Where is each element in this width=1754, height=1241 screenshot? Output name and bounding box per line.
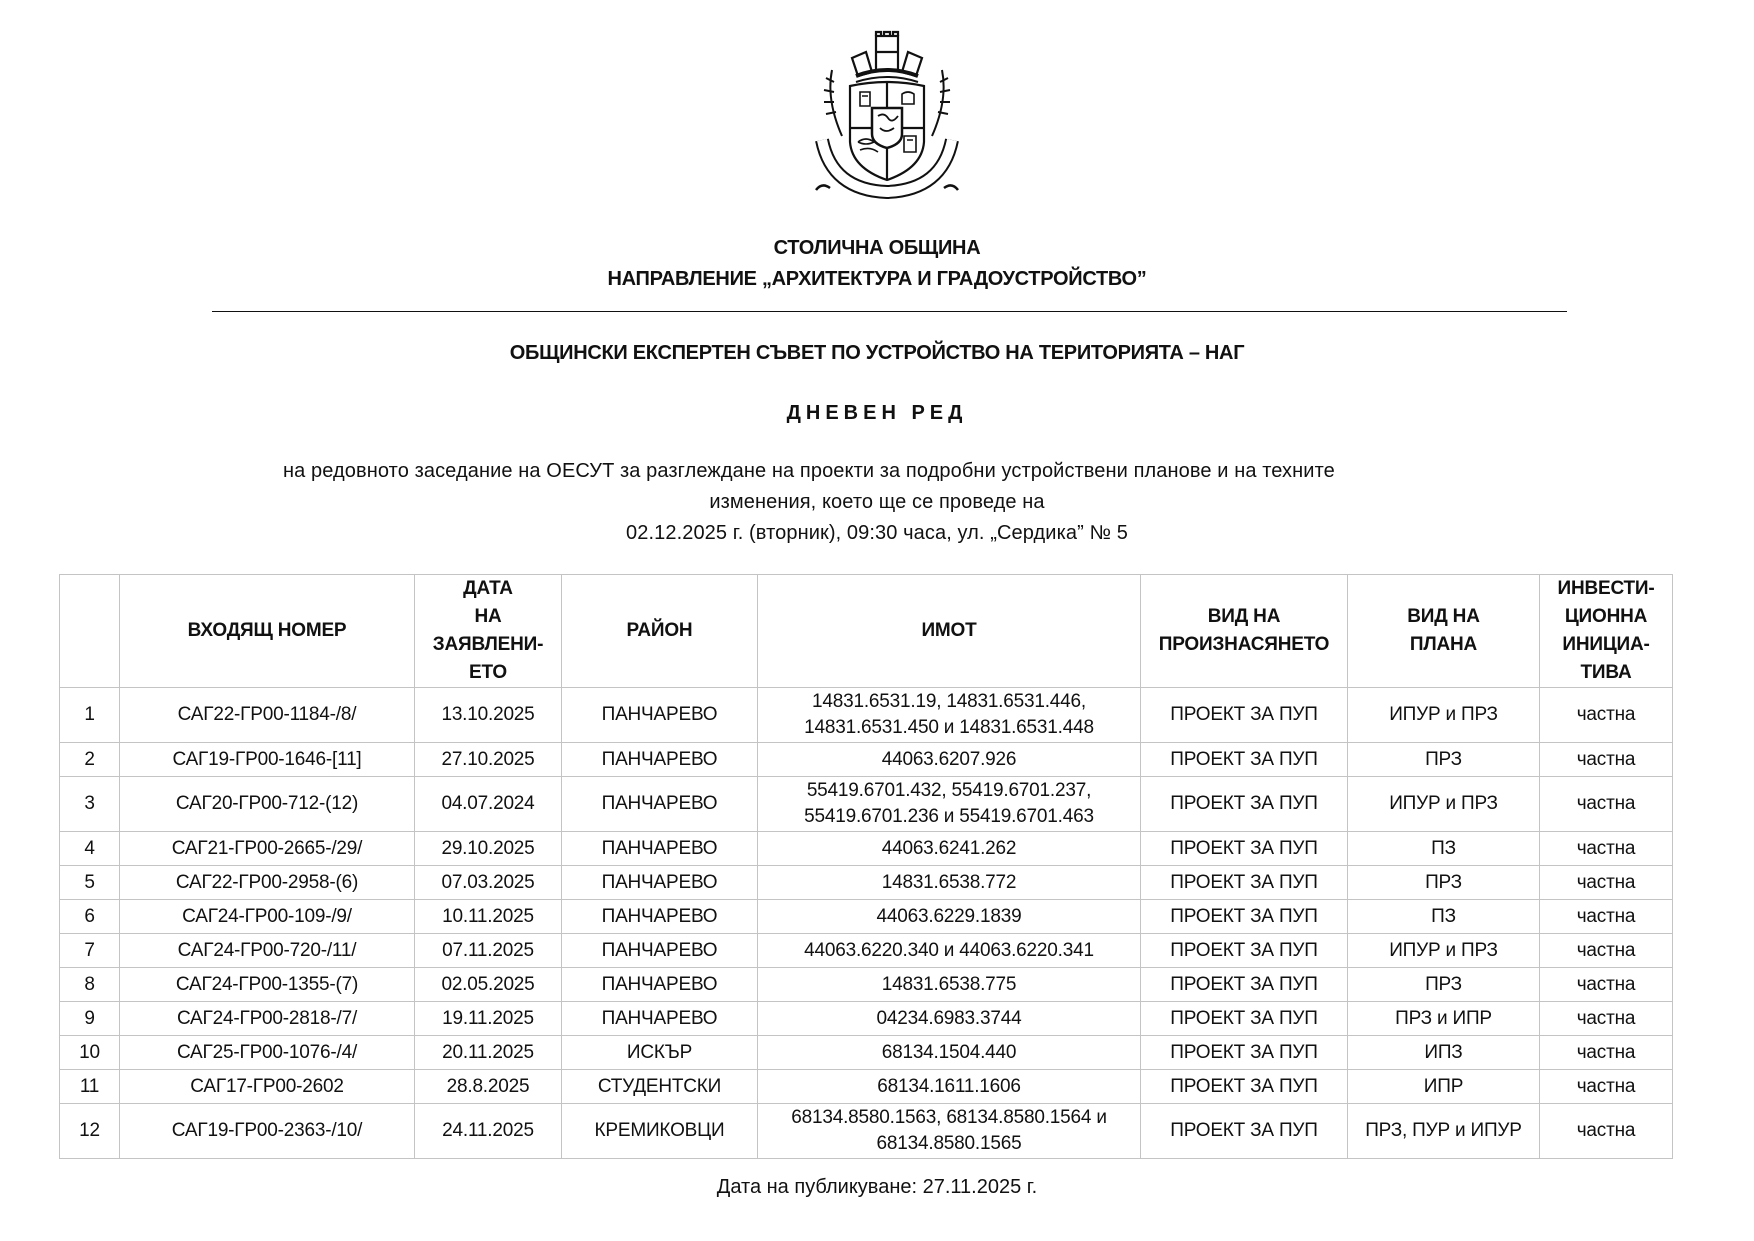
row-number: 3 <box>60 777 120 832</box>
investment-initiative-cell: частна <box>1540 777 1673 832</box>
incoming-number-cell: САГ19-ГР00-2363-/10/ <box>120 1104 415 1159</box>
property-cell: 55419.6701.432, 55419.6701.237, 55419.6701.236 и 55419.6701.463 <box>758 777 1141 832</box>
incoming-number-cell: САГ24-ГР00-720-/11/ <box>120 934 415 968</box>
column-header-pronouncement-type-label: ВИД НА ПРОИЗНАСЯНЕТО <box>1158 606 1330 655</box>
incoming-number-cell: САГ20-ГР00-712-(12) <box>120 777 415 832</box>
row-number: 7 <box>60 934 120 968</box>
row-number: 10 <box>60 1036 120 1070</box>
property-cell: 68134.1504.440 <box>758 1036 1141 1070</box>
district-cell: ПАНЧАРЕВО <box>562 900 758 934</box>
row-number: 6 <box>60 900 120 934</box>
organization-name: СТОЛИЧНА ОБЩИНА <box>773 237 981 259</box>
plan-type-cell: ПРЗ, ПУР и ИПУР <box>1348 1104 1540 1159</box>
incoming-number-cell: САГ21-ГР00-2665-/29/ <box>120 832 415 866</box>
column-header-incoming-number: ВХОДЯЩ НОМЕР <box>120 575 415 688</box>
column-header-property: ИМОТ <box>758 575 1141 688</box>
property-cell: 04234.6983.3744 <box>758 1002 1141 1036</box>
plan-type-cell: ИПР <box>1348 1070 1540 1104</box>
pronouncement-type-cell: ПРОЕКТ ЗА ПУП <box>1141 866 1348 900</box>
row-number: 2 <box>60 743 120 777</box>
property-cell: 14831.6538.772 <box>758 866 1141 900</box>
incoming-number-cell: САГ17-ГР00-2602 <box>120 1070 415 1104</box>
district-cell: КРЕМИКОВЦИ <box>562 1104 758 1159</box>
row-number: 8 <box>60 968 120 1002</box>
pronouncement-type-cell: ПРОЕКТ ЗА ПУП <box>1141 688 1348 743</box>
column-header-number <box>60 575 120 688</box>
property-cell: 68134.1611.1606 <box>758 1070 1141 1104</box>
property-cell: 44063.6241.262 <box>758 832 1141 866</box>
district-cell: ПАНЧАРЕВО <box>562 968 758 1002</box>
agenda-subtitle-line1: на редовното заседание на ОЕСУТ за разглеждане на проекти за подробни устройствени планове и на техните <box>283 460 1335 482</box>
pronouncement-type-cell: ПРОЕКТ ЗА ПУП <box>1141 1104 1348 1159</box>
district-cell: ПАНЧАРЕВО <box>562 743 758 777</box>
district-cell: ПАНЧАРЕВО <box>562 777 758 832</box>
investment-initiative-cell: частна <box>1540 934 1673 968</box>
pronouncement-type-cell: ПРОЕКТ ЗА ПУП <box>1141 1036 1348 1070</box>
publication-date: Дата на публикуване: 27.11.2025 г. <box>716 1176 1038 1198</box>
plan-type-cell: ПРЗ <box>1348 743 1540 777</box>
investment-initiative-cell: частна <box>1540 1002 1673 1036</box>
pronouncement-type-cell: ПРОЕКТ ЗА ПУП <box>1141 934 1348 968</box>
table-row <box>60 743 1673 777</box>
property-cell: 44063.6207.926 <box>758 743 1141 777</box>
table-row <box>60 866 1673 900</box>
table-row <box>60 1002 1673 1036</box>
column-header-plan-type-label: ВИД НА ПЛАНА <box>1407 606 1480 655</box>
property-cell: 44063.6229.1839 <box>758 900 1141 934</box>
investment-initiative-cell: частна <box>1540 900 1673 934</box>
agenda-title: ДНЕВЕН РЕД <box>786 402 968 424</box>
agenda-subtitle-line2: изменения, което ще се проведе на <box>709 491 1045 513</box>
district-cell: ИСКЪР <box>562 1036 758 1070</box>
investment-initiative-cell: частна <box>1540 688 1673 743</box>
incoming-number-cell: САГ24-ГР00-1355-(7) <box>120 968 415 1002</box>
directorate-name: НАПРАВЛЕНИЕ „АРХИТЕКТУРА И ГРАДОУСТРОЙСТВО” <box>607 268 1147 290</box>
agenda-meeting-datetime: 02.12.2025 г. (вторник), 09:30 часа, ул. „Сердика” № 5 <box>626 522 1128 544</box>
property-cell: 44063.6220.340 и 44063.6220.341 <box>758 934 1141 968</box>
council-name: ОБЩИНСКИ ЕКСПЕРТЕН СЪВЕТ ПО УСТРОЙСТВО НА ТЕРИТОРИЯТА – НАГ <box>509 342 1245 364</box>
table-row <box>60 777 1673 832</box>
district-cell: ПАНЧАРЕВО <box>562 1002 758 1036</box>
property-cell: 14831.6538.775 <box>758 968 1141 1002</box>
district-cell: ПАНЧАРЕВО <box>562 832 758 866</box>
agenda-table-body <box>60 688 1673 1159</box>
pronouncement-type-cell: ПРОЕКТ ЗА ПУП <box>1141 1070 1348 1104</box>
row-number: 11 <box>60 1070 120 1104</box>
pronouncement-type-cell: ПРОЕКТ ЗА ПУП <box>1141 968 1348 1002</box>
incoming-number-cell: САГ24-ГР00-2818-/7/ <box>120 1002 415 1036</box>
district-cell: ПАНЧАРЕВО <box>562 866 758 900</box>
row-number: 4 <box>60 832 120 866</box>
incoming-number-cell: САГ24-ГР00-109-/9/ <box>120 900 415 934</box>
column-header-investment-initiative <box>1540 575 1673 688</box>
row-number: 9 <box>60 1002 120 1036</box>
plan-type-cell: ПЗ <box>1348 900 1540 934</box>
header-divider <box>212 311 1567 312</box>
plan-type-cell: ПРЗ и ИПР <box>1348 1002 1540 1036</box>
table-row <box>60 968 1673 1002</box>
table-header-row <box>60 575 1673 688</box>
pronouncement-type-cell: ПРОЕКТ ЗА ПУП <box>1141 777 1348 832</box>
application-date-cell: 04.07.2024 <box>415 777 562 832</box>
investment-initiative-cell: частна <box>1540 968 1673 1002</box>
application-date-cell: 29.10.2025 <box>415 832 562 866</box>
pronouncement-type-cell: ПРОЕКТ ЗА ПУП <box>1141 832 1348 866</box>
column-header-investment-initiative-label: ИНВЕСТИ- ЦИОННА ИНИЦИА- ТИВА <box>1557 578 1655 683</box>
application-date-cell: 28.8.2025 <box>415 1070 562 1104</box>
table-row <box>60 1104 1673 1159</box>
plan-type-cell: ИПЗ <box>1348 1036 1540 1070</box>
column-header-application-date-label: ДАТА НА ЗАЯВЛЕНИ- ЕТО <box>432 578 544 683</box>
plan-type-cell: ИПУР и ПРЗ <box>1348 777 1540 832</box>
column-header-pronouncement-type <box>1141 575 1348 688</box>
application-date-cell: 24.11.2025 <box>415 1104 562 1159</box>
table-row <box>60 832 1673 866</box>
pronouncement-type-cell: ПРОЕКТ ЗА ПУП <box>1141 900 1348 934</box>
pronouncement-type-cell: ПРОЕКТ ЗА ПУП <box>1141 1002 1348 1036</box>
application-date-cell: 07.03.2025 <box>415 866 562 900</box>
incoming-number-cell: САГ22-ГР00-1184-/8/ <box>120 688 415 743</box>
incoming-number-cell: САГ22-ГР00-2958-(6) <box>120 866 415 900</box>
application-date-cell: 20.11.2025 <box>415 1036 562 1070</box>
column-header-district: РАЙОН <box>562 575 758 688</box>
incoming-number-cell: САГ25-ГР00-1076-/4/ <box>120 1036 415 1070</box>
application-date-cell: 27.10.2025 <box>415 743 562 777</box>
pronouncement-type-cell: ПРОЕКТ ЗА ПУП <box>1141 743 1348 777</box>
property-cell: 14831.6531.19, 14831.6531.446, 14831.6531.450 и 14831.6531.448 <box>758 688 1141 743</box>
district-cell: ПАНЧАРЕВО <box>562 934 758 968</box>
table-row <box>60 688 1673 743</box>
plan-type-cell: ИПУР и ПРЗ <box>1348 934 1540 968</box>
column-header-plan-type <box>1348 575 1540 688</box>
district-cell: СТУДЕНТСКИ <box>562 1070 758 1104</box>
district-cell: ПАНЧАРЕВО <box>562 688 758 743</box>
investment-initiative-cell: частна <box>1540 832 1673 866</box>
table-row <box>60 934 1673 968</box>
plan-type-cell: ПЗ <box>1348 832 1540 866</box>
investment-initiative-cell: частна <box>1540 866 1673 900</box>
plan-type-cell: ПРЗ <box>1348 866 1540 900</box>
column-header-application-date <box>415 575 562 688</box>
application-date-cell: 19.11.2025 <box>415 1002 562 1036</box>
row-number: 12 <box>60 1104 120 1159</box>
row-number: 1 <box>60 688 120 743</box>
application-date-cell: 02.05.2025 <box>415 968 562 1002</box>
incoming-number-cell: САГ19-ГР00-1646-[11] <box>120 743 415 777</box>
investment-initiative-cell: частна <box>1540 1070 1673 1104</box>
plan-type-cell: ИПУР и ПРЗ <box>1348 688 1540 743</box>
table-row <box>60 900 1673 934</box>
sofia-coat-of-arms-logo <box>812 30 962 202</box>
row-number: 5 <box>60 866 120 900</box>
agenda-table <box>59 574 1673 1159</box>
property-cell: 68134.8580.1563, 68134.8580.1564 и 68134.8580.1565 <box>758 1104 1141 1159</box>
table-row <box>60 1036 1673 1070</box>
application-date-cell: 07.11.2025 <box>415 934 562 968</box>
plan-type-cell: ПРЗ <box>1348 968 1540 1002</box>
application-date-cell: 10.11.2025 <box>415 900 562 934</box>
investment-initiative-cell: частна <box>1540 1104 1673 1159</box>
application-date-cell: 13.10.2025 <box>415 688 562 743</box>
table-row <box>60 1070 1673 1104</box>
investment-initiative-cell: частна <box>1540 743 1673 777</box>
investment-initiative-cell: частна <box>1540 1036 1673 1070</box>
